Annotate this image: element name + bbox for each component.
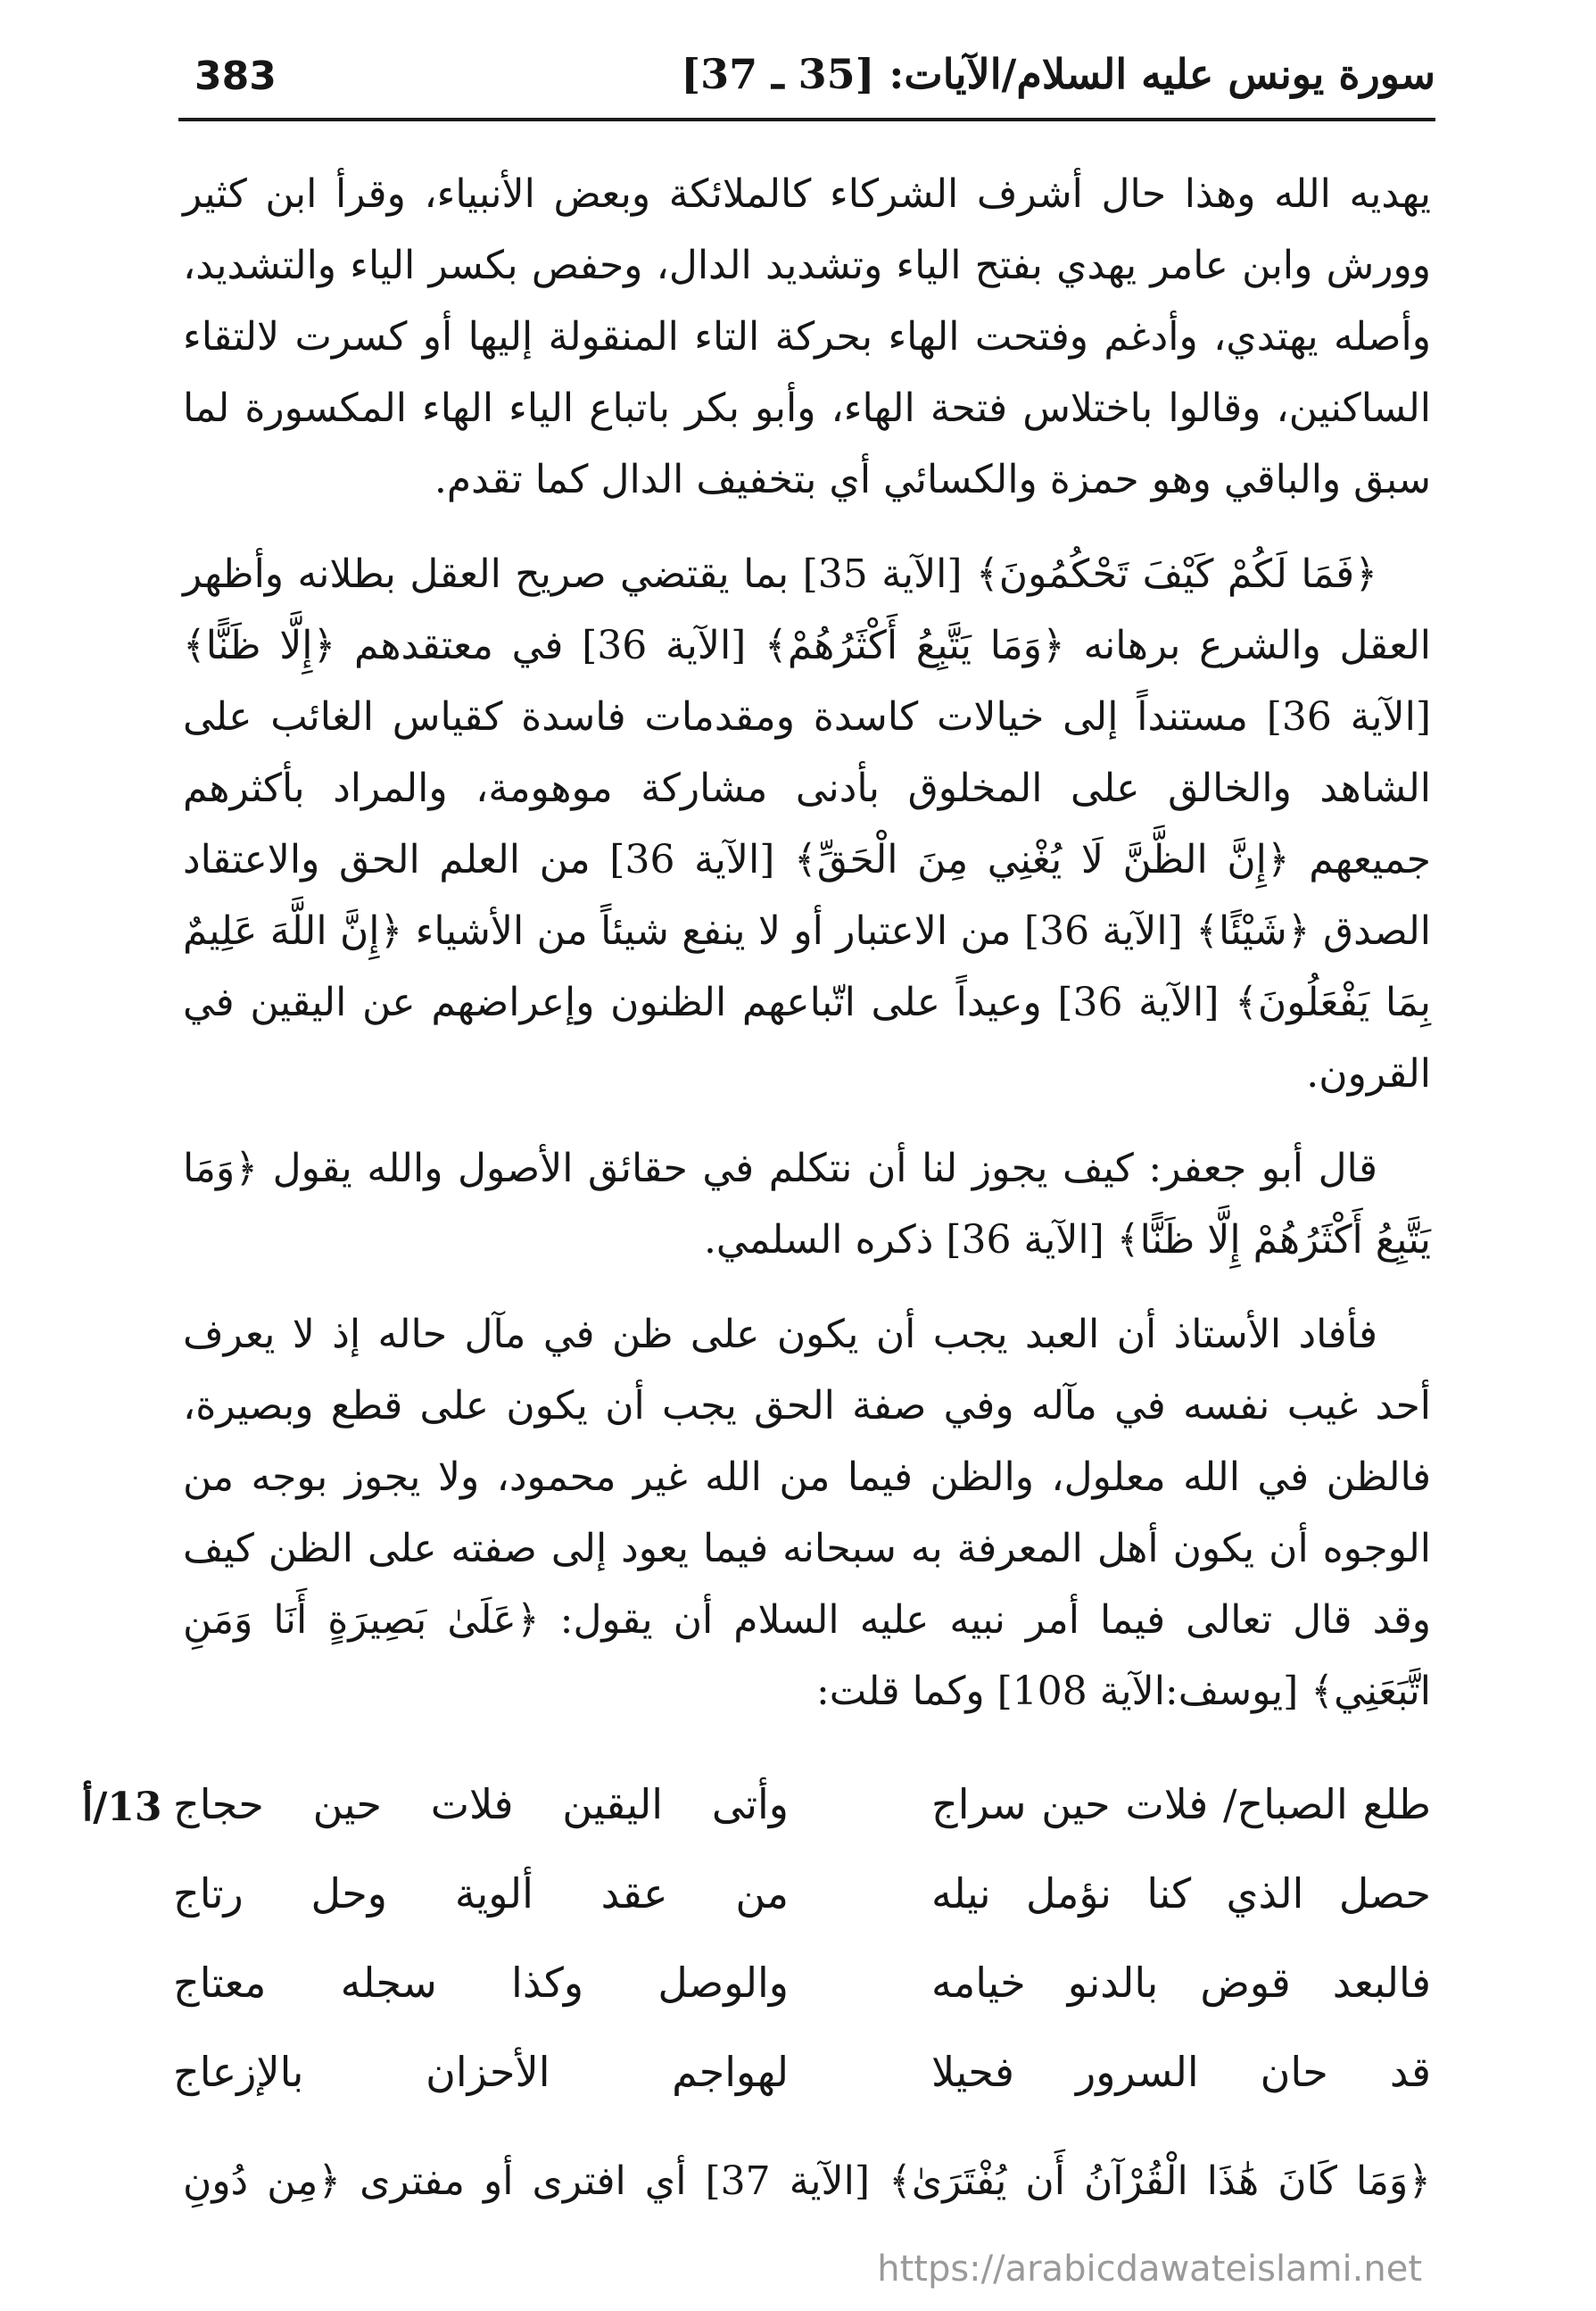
running-title: سورة يونس عليه السلام/الآيات: [35 ـ 37] — [681, 50, 1435, 98]
header-rule — [178, 118, 1435, 121]
paragraph-3: قال أبو جعفر: كيف يجوز لنا أن نتكلم في حقائق الأصول والله يقول ﴿وَمَا يَتَّبِعُ أَكْثَرُهُمْ إِلَّا ظَنًّا﴾ [الآية 36] ذكره السلمي. — [183, 1146, 1431, 1263]
poem-block — [173, 1780, 1431, 2137]
watermark-url: https://arabicdawateislami.net — [877, 2249, 1422, 2290]
verse-second-hemistich: وأتى اليقين فلات حين حجاج — [173, 1780, 789, 1828]
verse-first-hemistich: طلع الصباح/ فلات حين سراج — [931, 1780, 1431, 1828]
verse-first-hemistich: قد حان السرور فحيلا — [931, 2048, 1431, 2096]
main-text — [183, 159, 1431, 1727]
poem-verse — [173, 1869, 1431, 1959]
paragraph-2: ﴿فَمَا لَكُمْ كَيْفَ تَحْكُمُونَ﴾ [الآية 35] بما يقتضي صريح العقل بطلانه وأظهر العقل والشرع برهانه ﴿وَمَا يَتَّبِعُ أَكْثَرُهُمْ﴾ [الآية 36] في معتقدهم ﴿إِلَّا ظَنًّا﴾ [الآية 36] مستنداً إلى خيالات كاسدة ومقدمات فاسدة كقياس الغائب على الشاهد والخالق على المخلوق بأدنى مشاركة موهومة، والمراد بأكثرهم جميعهم ﴿إِنَّ الظَّنَّ لَا يُغْنِي مِنَ الْحَقِّ﴾ [الآية 36] من العلم الحق والاعتقاد الصدق ﴿شَيْئًا﴾ [الآية 36] من الاعتبار أو لا ينفع شيئاً من الأشياء ﴿إِنَّ اللَّهَ عَلِيمٌ بِمَا يَفْعَلُونَ﴾ [الآية 36] وعيداً على اتّباعهم الظنون وإعراضهم عن اليقين في القرون. — [183, 551, 1432, 1097]
verse-second-hemistich: من عقد ألوية وحل رتاج — [173, 1869, 789, 1918]
paragraph-1: يهديه الله وهذا حال أشرف الشركاء كالملائكة وبعض الأنبياء، وقرأ ابن كثير وورش وابن عامر يهدي بفتح الياء وتشديد الدال، وحفص بكسر الياء والتشديد، وأصله يهتدي، وأدغم وفتحت الهاء بحركة التاء المنقولة إليها أو كسرت لالتقاء الساكنين، وقالوا باختلاس فتحة الهاء، وأبو بكر باتباع الياء الهاء المكسورة لما سبق والباقي وهو حمزة والكسائي أي بتخفيف الدال كما تقدم. — [183, 171, 1431, 502]
verse-first-hemistich: فالبعد قوض بالدنو خيامه — [931, 1959, 1431, 2007]
folio-margin-note: 13/أ — [82, 1785, 162, 1830]
page-header — [178, 46, 1435, 109]
verse-first-hemistich: حصل الذي كنا نؤمل نيله — [931, 1869, 1431, 1918]
verse-second-hemistich: والوصل وكذا سجله معتاج — [173, 1959, 789, 2007]
poem-verse — [173, 2048, 1431, 2137]
verse-second-hemistich: لهواجم الأحزان بالإزعاج — [173, 2048, 789, 2096]
poem-verse — [173, 1959, 1431, 2048]
page-number: 383 — [194, 54, 277, 99]
closing-line: ﴿وَمَا كَانَ هَٰذَا الْقُرْآنُ أَن يُفْتَرَىٰ﴾ [الآية 37] أي افترى أو مفترى ﴿مِن دُونِ — [183, 2158, 1432, 2204]
poem-verse — [173, 1780, 1431, 1869]
paragraph-4: فأفاد الأستاذ أن العبد يجب أن يكون على ظن في مآل حاله إذ لا يعرف أحد غيب نفسه في مآله وفي صفة الحق يجب أن يكون على قطع وبصيرة، فالظن في الله معلول، والظن فيما من الله غير محمود، ولا يجوز بوجه من الوجوه أن يكون أهل المعرفة به سبحانه فيما يعود إلى صفته على الظن كيف وقد قال تعالى فيما أمر نبيه عليه السلام أن يقول: ﴿عَلَىٰ بَصِيرَةٍ أَنَا وَمَنِ اتَّبَعَنِي﴾ [يوسف:الآية 108] وكما قلت: — [183, 1312, 1431, 1714]
